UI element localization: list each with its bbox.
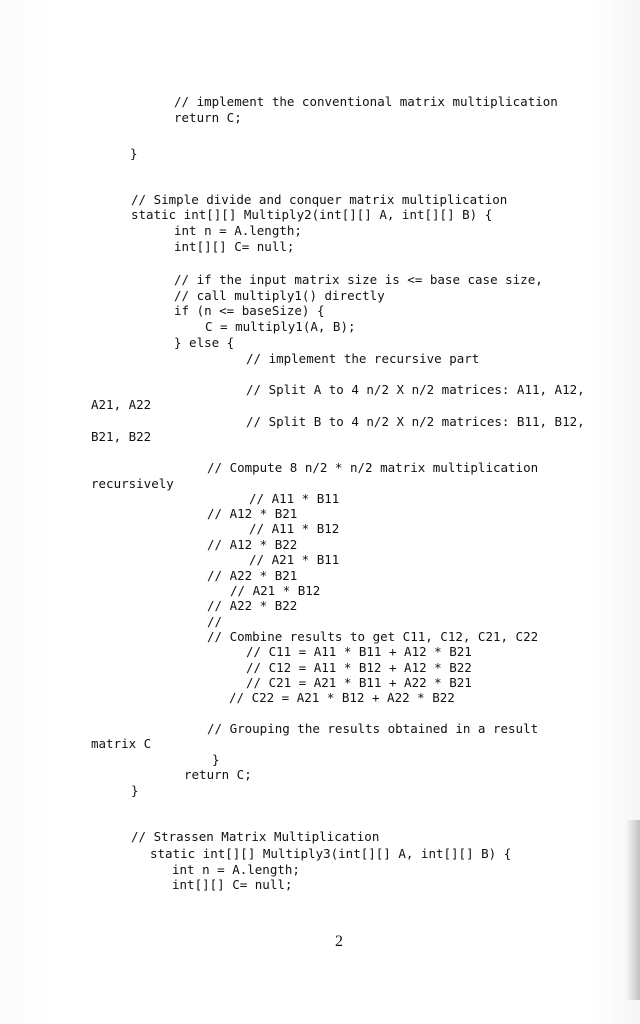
code-line: } else { (174, 335, 235, 350)
code-line: recursively (91, 476, 174, 491)
code-line: // C21 = A21 * B11 + A22 * B21 (246, 675, 472, 690)
code-line: return C; (184, 767, 252, 782)
code-line: // A12 * B21 (207, 506, 298, 521)
code-line: } (212, 752, 220, 767)
code-line: // Simple divide and conquer matrix multiplication (131, 192, 508, 207)
code-line: // Compute 8 n/2 * n/2 matrix multiplication (207, 460, 539, 475)
code-line: // (207, 614, 223, 629)
code-line: // Strassen Matrix Multiplication (131, 829, 380, 844)
code-line: // A22 * B22 (207, 598, 298, 613)
code-line: // A22 * B21 (207, 568, 298, 583)
code-line: int n = A.length; (174, 223, 302, 238)
code-line: // if the input matrix size is <= base case size, (174, 272, 543, 287)
code-line: // C11 = A11 * B11 + A12 * B21 (246, 644, 472, 659)
code-line: static int[][] Multiply2(int[][] A, int[][] B) { (131, 207, 493, 222)
code-line: // Combine results to get C11, C12, C21, C22 (207, 629, 539, 644)
code-line: static int[][] Multiply3(int[][] A, int[][] B) { (150, 846, 512, 861)
code-line: return C; (174, 110, 242, 125)
code-line: int[][] C= null; (174, 239, 295, 254)
code-line: // A21 * B12 (230, 583, 321, 598)
page-edge-shadow (626, 820, 640, 1000)
code-line: // A21 * B11 (249, 552, 340, 567)
code-line: } (131, 783, 139, 798)
code-line: matrix C (91, 736, 152, 751)
code-line: // A11 * B11 (249, 491, 340, 506)
code-line: // A11 * B12 (249, 521, 340, 536)
code-line: // implement the recursive part (246, 351, 480, 366)
code-line: if (n <= baseSize) { (174, 303, 325, 318)
code-line: // A12 * B22 (207, 537, 298, 552)
code-line: // Split B to 4 n/2 X n/2 matrices: B11, B12, (246, 414, 585, 429)
code-line: // Split A to 4 n/2 X n/2 matrices: A11, A12, (246, 382, 585, 397)
code-line: int[][] C= null; (172, 877, 293, 892)
code-line: B21, B22 (91, 429, 152, 444)
code-line: // C12 = A11 * B12 + A12 * B22 (246, 660, 472, 675)
code-line: int n = A.length; (172, 862, 300, 877)
code-line: // call multiply1() directly (174, 288, 385, 303)
code-line: // Grouping the results obtained in a result (207, 721, 539, 736)
code-line: // C22 = A21 * B12 + A22 * B22 (229, 690, 455, 705)
code-line: C = multiply1(A, B); (205, 319, 356, 334)
code-line: A21, A22 (91, 397, 152, 412)
code-line: } (130, 146, 138, 161)
code-line: // implement the conventional matrix multiplication (174, 94, 558, 109)
page-number: 2 (335, 933, 343, 950)
